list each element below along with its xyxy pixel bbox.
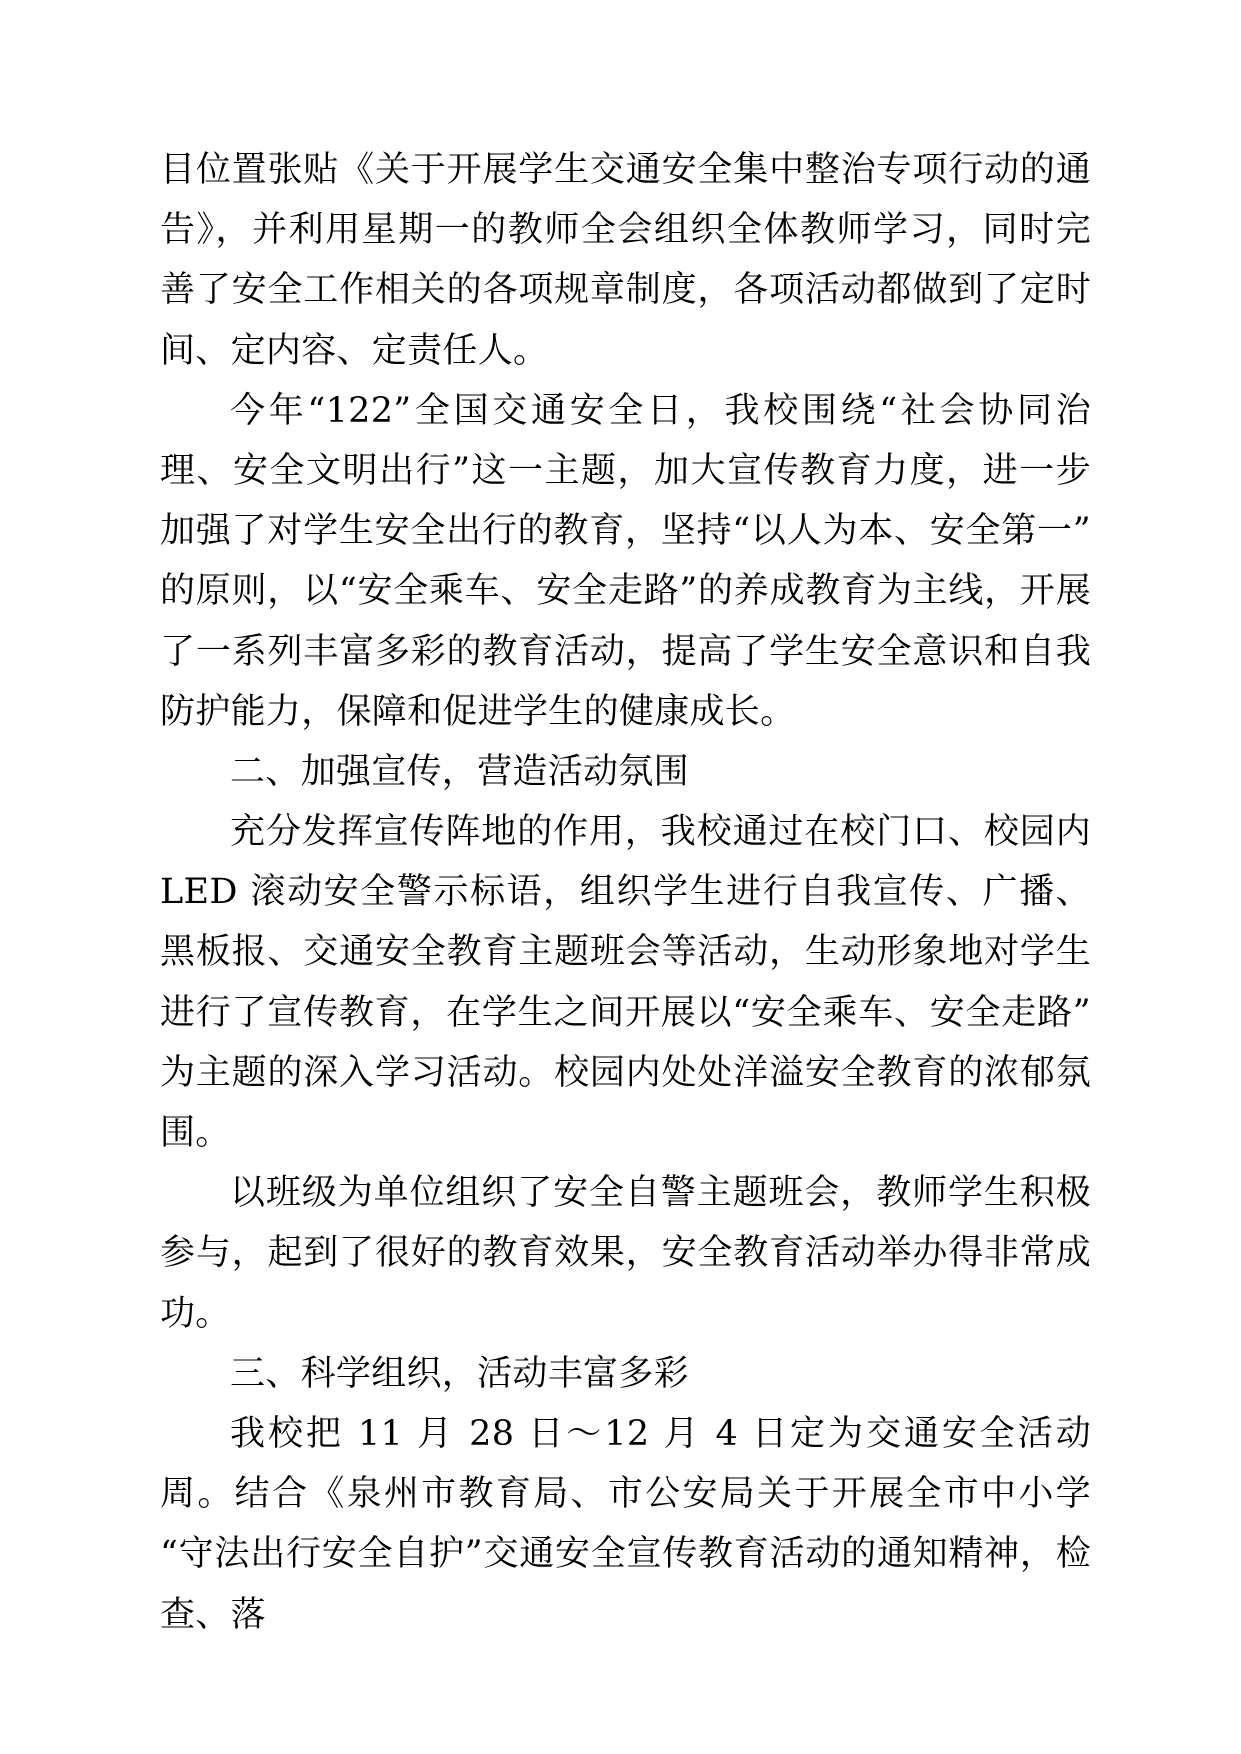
document-body bbox=[160, 140, 1091, 1645]
section-heading-two: 二、加强宣传，营造活动氛围 bbox=[230, 751, 689, 792]
paragraph: 以班级为单位组织了安全自警主题班会，教师学生积极参与，起到了很好的教育效果，安全教育活动举办得非常成功。 bbox=[160, 1173, 1091, 1334]
paragraph: 今年“122”全国交通安全日，我校围绕“社会协同治理、安全文明出行”这一主题，加大宣传教育力度，进一步加强了对学生安全出行的教育，坚持“以人为本、安全第一”的原则，以“安全乘车、安全走路”的养成教育为主线，开展了一系列丰富多彩的教育活动，提高了学生安全意识和自我防护能力，保障和促进学生的健康成长。 bbox=[160, 390, 1091, 732]
paragraph: 充分发挥宣传阵地的作用，我校通过在校门口、校园内LED 滚动安全警示标语，组织学生进行自我宣传、广播、黑板报、交通安全教育主题班会等活动，生动形象地对学生进行了宣传教育，在学生之间开展以“安全乘车、安全走路”为主题的深入学习活动。校园内处处洋溢安全教育的浓郁氛围。 bbox=[160, 812, 1091, 1153]
paragraph: 我校把 11 月 28 日～12 月 4 日定为交通安全活动周。结合《泉州市教育局、市公安局关于开展全市中小学“守法出行安全自护”交通安全宣传教育活动的通知精神，检查、落 bbox=[160, 1413, 1091, 1635]
section-heading-three: 三、科学组织，活动丰富多彩 bbox=[230, 1353, 689, 1394]
paragraph: 目位置张贴《关于开展学生交通安全集中整治专项行动的通告》，并利用星期一的教师全会组织全体教师学习，同时完善了安全工作相关的各项规章制度，各项活动都做到了定时间、定内容、定责任人。 bbox=[160, 150, 1091, 371]
